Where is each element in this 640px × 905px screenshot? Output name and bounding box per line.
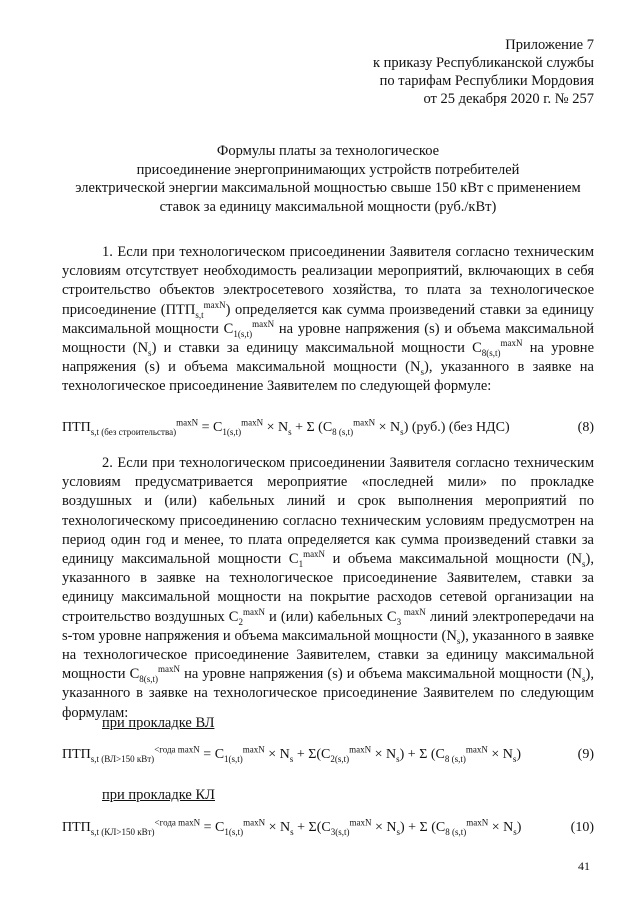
formula-text: = С xyxy=(199,747,225,762)
title-line: Формулы платы за технологическое xyxy=(216,143,440,159)
page-number: 41 xyxy=(578,859,590,873)
heading-kl: при прокладке КЛ xyxy=(102,787,215,803)
superscript: maxN xyxy=(465,744,488,755)
superscript: maxN xyxy=(242,744,265,755)
subscript: 1(s,t) xyxy=(222,426,242,437)
subscript: s,t (ВЛ>150 кВт) xyxy=(90,753,155,764)
subscript: 8(s,t) xyxy=(481,347,501,358)
appendix-line: от 25 декабря 2020 г. № 257 xyxy=(423,91,594,107)
formula-text: ПТП xyxy=(62,747,91,762)
subscript: 3(s,t) xyxy=(330,826,350,837)
text: на уровне напряжения (s) и объема максимальной мощности (N xyxy=(62,320,594,357)
text: 1. Если при технологическом присоединении Заявителя согласно техническим условиям отсутствует необходимость реализации мероприятий, включающих в себя строительство объектов электросетевого хозяйства, то плата за технологическое присоединение (ПТП xyxy=(62,244,594,318)
subscript: 8 (s,t) xyxy=(444,753,466,764)
paragraph-1 xyxy=(62,243,594,397)
formula-10 xyxy=(62,818,594,837)
formula-text: × N xyxy=(488,820,514,835)
document-title xyxy=(62,142,594,216)
appendix-line: Приложение 7 xyxy=(505,37,594,53)
superscript: maxN xyxy=(252,318,275,329)
superscript: maxN xyxy=(349,744,372,755)
subscript: 1 xyxy=(298,558,304,569)
superscript: maxN xyxy=(158,664,180,675)
formula-text: + Σ(С xyxy=(293,820,331,835)
formula-text: × N xyxy=(487,747,513,762)
subscript: s xyxy=(582,558,586,569)
formula-text: × N xyxy=(263,420,289,435)
text: ), указанного в заявке на технологическое присоединение Заявителем по следующей формуле: xyxy=(62,359,594,395)
superscript: maxN xyxy=(242,606,265,617)
title-line: ставок за единицу максимальной мощности (руб./кВт) xyxy=(159,198,497,215)
formula-8 xyxy=(62,418,594,437)
subscript: 1(s,t) xyxy=(233,328,253,339)
subscript: s xyxy=(396,753,400,764)
formula-text: + Σ(С xyxy=(293,747,331,762)
superscript: maxN xyxy=(466,817,489,828)
subscript: 8(s,t) xyxy=(139,674,158,685)
superscript: maxN xyxy=(500,338,523,349)
appendix-header xyxy=(373,36,594,108)
text: ), указанного в заявке на технологическое присоединение Заявителем, ставки за единицу максимальной мощности С xyxy=(62,627,594,683)
superscript: maxN xyxy=(303,549,326,560)
superscript: maxN xyxy=(401,606,426,617)
subscript: s xyxy=(288,426,292,437)
formula-number: (8) xyxy=(577,420,594,435)
text: ), указанного в заявке на технологическое присоединение Заявителем по следующим формулам: xyxy=(62,666,594,721)
text: на уровне напряжения (s) и объема максимальной мощности (N xyxy=(180,666,583,683)
text: и (или) кабельных С xyxy=(264,608,397,625)
text: 2. Если при технологическом присоединении Заявителя согласно техническим условиям предусматривается мероприятие «последней мили» по прокладке воздушных и (или) кабельных линий и срок выполнения мероприятий по технологическому присоединению согласно техническим условиям предусмотрен на период один год и менее, то плата определяется как сумма произведений ставки за единицу максимальной мощности С xyxy=(62,455,594,568)
formula-9 xyxy=(62,745,594,764)
formula-text: + Σ (С xyxy=(291,420,333,435)
subscript: s xyxy=(396,826,400,837)
formula-text: ) + Σ (С xyxy=(399,820,446,835)
formula-text: ) xyxy=(516,747,522,762)
formula-text: ) (руб.) (без НДС) xyxy=(403,420,510,435)
superscript: <года maxN xyxy=(154,744,200,755)
paragraph-2 xyxy=(62,454,594,723)
subscript: s xyxy=(420,367,424,378)
subscript: 1(s,t) xyxy=(224,753,243,764)
title-line: присоединение энергопринимающих устройств потребителей xyxy=(136,161,520,178)
subscript: s xyxy=(582,674,586,685)
text: ) и ставки за единицу максимальной мощности С xyxy=(151,340,482,357)
formula-text: × N xyxy=(265,820,291,835)
subscript: 3 xyxy=(396,616,402,627)
subscript: s xyxy=(148,347,152,358)
subscript: s,t (без строительства) xyxy=(90,426,177,437)
formula-text: ) + Σ (С xyxy=(399,747,445,762)
subscript: 2 xyxy=(238,616,243,627)
formula-number: (10) xyxy=(570,820,594,835)
subscript: 8 (s,t) xyxy=(445,826,467,837)
formula-text: = С xyxy=(198,420,223,435)
formula-text: × N xyxy=(375,420,401,435)
superscript: maxN xyxy=(203,299,226,310)
superscript: <года maxN xyxy=(154,817,201,828)
formula-text: × N xyxy=(371,820,397,835)
superscript: maxN xyxy=(349,817,372,828)
subscript: s xyxy=(289,753,294,764)
heading-vl: при прокладке ВЛ xyxy=(102,715,215,731)
appendix-line: по тарифам Республики Мордовия xyxy=(379,73,594,89)
formula-text: × N xyxy=(264,747,290,762)
subscript: s xyxy=(400,426,404,437)
title-line: электрической энергии максимальной мощностью свыше 150 кВт с применением xyxy=(75,180,581,196)
subscript: 2(s,t) xyxy=(330,753,350,764)
subscript: s xyxy=(290,826,294,837)
text: ) определяется как сумма произведений ставки за единицу максимальной мощности С xyxy=(62,301,594,337)
text: ), указанного в заявке на технологическое присоединение Заявителем, ставки за единицу максимальной мощности на покрытие расходов сетевой организации на строительство воздушных С xyxy=(62,551,594,625)
subscript: s xyxy=(513,826,517,837)
text: линий электропередачи на s-том уровне напряжения и объема максимальной мощности (N xyxy=(62,608,595,644)
subscript: s,t (КЛ>150 кВт) xyxy=(90,826,155,837)
formula-text: ПТП xyxy=(62,420,91,435)
text: и объема максимальной мощности (N xyxy=(325,551,583,568)
subscript: s xyxy=(512,753,517,764)
subscript: s xyxy=(456,635,461,646)
superscript: maxN xyxy=(176,417,199,428)
formula-text: × N xyxy=(371,747,397,762)
appendix-line: к приказу Республиканской службы xyxy=(372,55,594,71)
formula-number: (9) xyxy=(577,747,594,762)
superscript: maxN xyxy=(353,417,376,428)
formula-text: ) xyxy=(516,820,522,835)
superscript: maxN xyxy=(243,817,266,828)
subscript: 8 (s,t) xyxy=(332,426,354,437)
formula-text: = С xyxy=(200,820,225,835)
subscript: 1(s,t) xyxy=(224,826,244,837)
subscript: s,t xyxy=(195,309,204,320)
superscript: maxN xyxy=(241,417,264,428)
formula-text: ПТП xyxy=(62,820,91,835)
text: на уровне напряжения (s) и объема максимальной мощности (N xyxy=(62,340,595,376)
